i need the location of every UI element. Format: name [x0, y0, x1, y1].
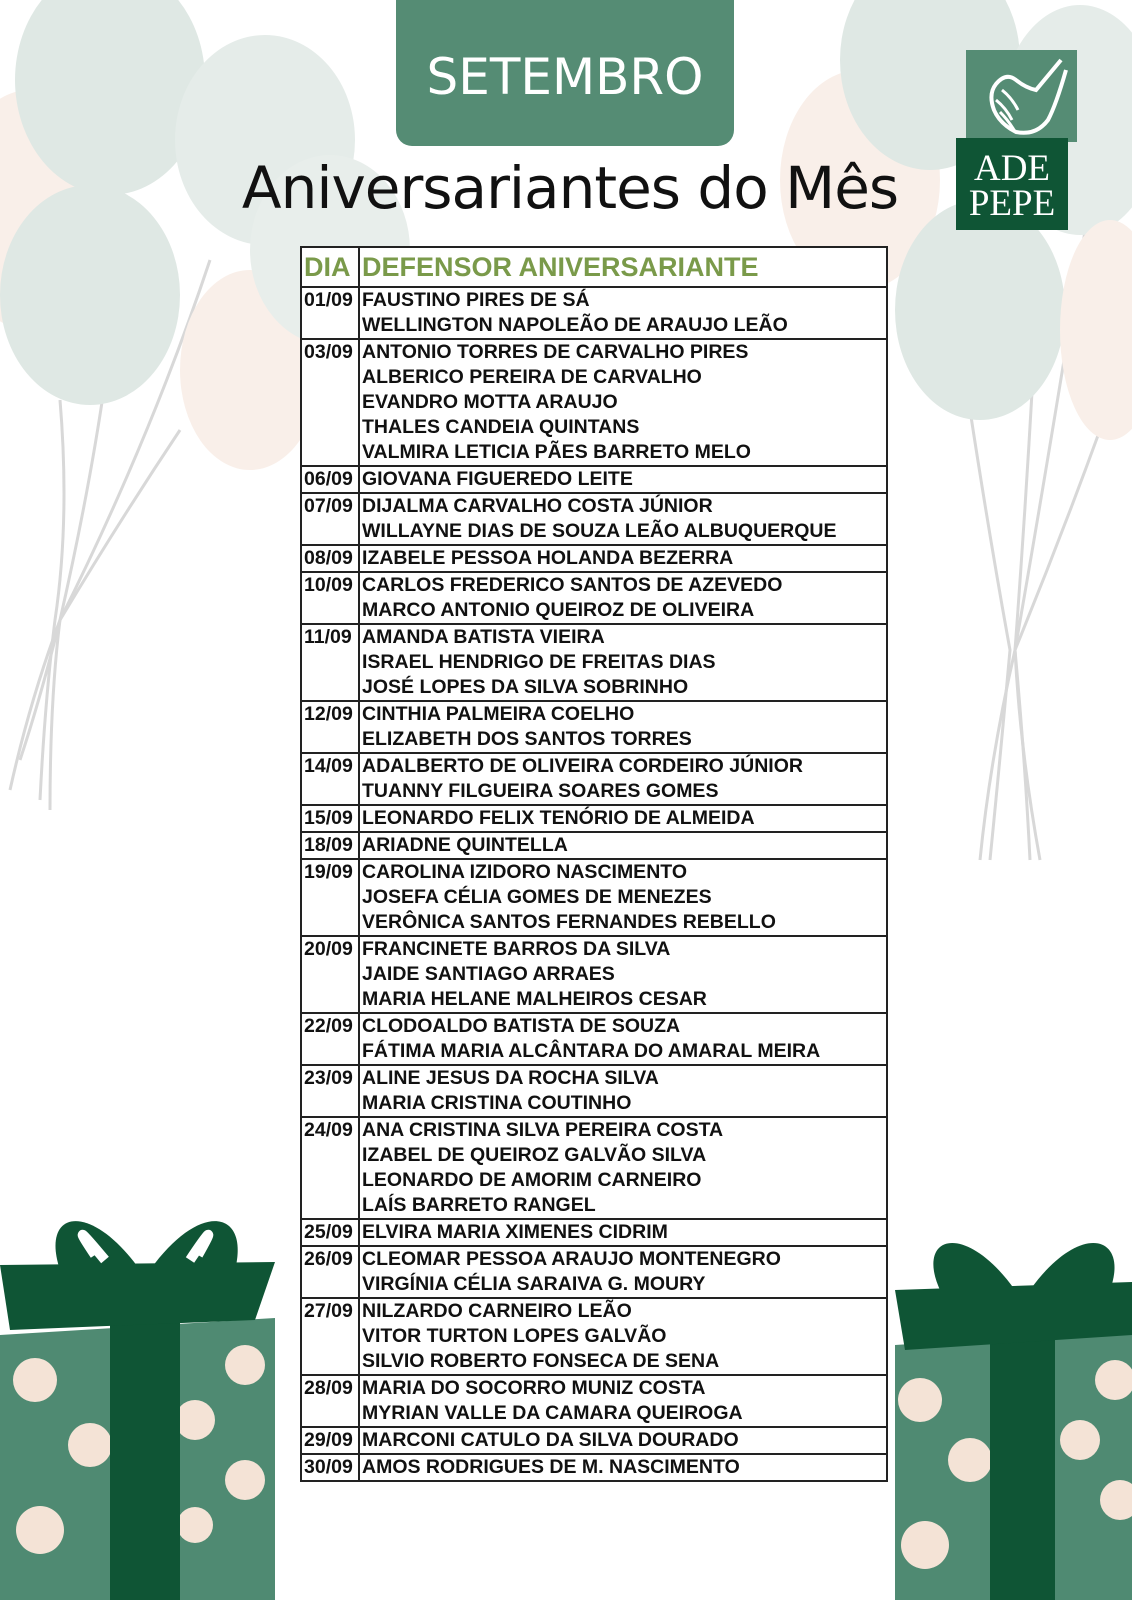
- birthday-date: 25/09: [301, 1219, 359, 1246]
- birthday-names: [359, 624, 887, 701]
- birthday-date: 15/09: [301, 805, 359, 832]
- page-title: Aniversariantes do Mês: [241, 154, 899, 222]
- table-row: [301, 466, 887, 493]
- defensor-name: ISRAEL HENDRIGO DE FREITAS DIAS: [362, 651, 716, 673]
- birthday-names: [359, 493, 887, 545]
- defensor-name: SILVIO ROBERTO FONSECA DE SENA: [362, 1350, 720, 1372]
- defensor-name: ANA CRISTINA SILVA PEREIRA COSTA: [362, 1119, 724, 1141]
- birthday-date: 08/09: [301, 545, 359, 572]
- defensor-name: DIJALMA CARVALHO COSTA JÚNIOR: [362, 495, 713, 517]
- table-row: [301, 1454, 887, 1481]
- table-row: [301, 701, 887, 753]
- defensor-name: WELLINGTON NAPOLEÃO DE ARAUJO LEÃO: [362, 314, 788, 336]
- table-row: [301, 1013, 887, 1065]
- table-row: [301, 753, 887, 805]
- birthday-date: 27/09: [301, 1298, 359, 1375]
- defensor-name: LAÍS BARRETO RANGEL: [362, 1194, 596, 1216]
- birthday-names: [359, 753, 887, 805]
- table-body: [301, 287, 887, 1481]
- birthday-names: [359, 1375, 887, 1427]
- defensor-name: THALES CANDEIA QUINTANS: [362, 416, 640, 438]
- logo-text-block: [956, 138, 1068, 230]
- table-row: [301, 805, 887, 832]
- right-gift-icon: [895, 1243, 1132, 1600]
- defensor-name: ALINE JESUS DA ROCHA SILVA: [362, 1067, 659, 1089]
- birthday-date: 20/09: [301, 936, 359, 1013]
- birthday-date: 11/09: [301, 624, 359, 701]
- table-row: [301, 624, 887, 701]
- defensor-name: CLEOMAR PESSOA ARAUJO MONTENEGRO: [362, 1248, 781, 1270]
- defensor-name: IZABEL DE QUEIROZ GALVÃO SILVA: [362, 1144, 707, 1166]
- birthday-date: 24/09: [301, 1117, 359, 1219]
- table-row: [301, 339, 887, 466]
- defensor-name: EVANDRO MOTTA ARAUJO: [362, 391, 618, 413]
- birthday-names: [359, 701, 887, 753]
- defensor-name: MARCONI CATULO DA SILVA DOURADO: [362, 1429, 739, 1451]
- defensor-name: AMOS RODRIGUES DE M. NASCIMENTO: [362, 1456, 740, 1478]
- birthday-date: 28/09: [301, 1375, 359, 1427]
- defensor-name: IZABELE PESSOA HOLANDA BEZERRA: [362, 547, 734, 569]
- table-row: [301, 572, 887, 624]
- table-row: [301, 936, 887, 1013]
- birthday-date: 18/09: [301, 832, 359, 859]
- birthday-names: [359, 1117, 887, 1219]
- organization-logo: [956, 50, 1079, 230]
- defensor-name: CLODOALDO BATISTA DE SOUZA: [362, 1015, 681, 1037]
- birthday-names: [359, 572, 887, 624]
- table-header-row: [301, 247, 887, 287]
- birthday-date: 26/09: [301, 1246, 359, 1298]
- table-row: [301, 859, 887, 936]
- birthday-names: [359, 805, 887, 832]
- birthday-names: [359, 936, 887, 1013]
- birthday-date: 29/09: [301, 1427, 359, 1454]
- birthday-date: 03/09: [301, 339, 359, 466]
- defensor-name: MARCO ANTONIO QUEIROZ DE OLIVEIRA: [362, 599, 755, 621]
- defensor-name: CINTHIA PALMEIRA COELHO: [362, 703, 635, 725]
- birthday-names: [359, 339, 887, 466]
- birthday-date: 14/09: [301, 753, 359, 805]
- defensor-name: WILLAYNE DIAS DE SOUZA LEÃO ALBUQUERQUE: [362, 520, 837, 542]
- defensor-name: MARIA DO SOCORRO MUNIZ COSTA: [362, 1377, 706, 1399]
- table-row: [301, 1246, 887, 1298]
- birthday-date: 06/09: [301, 466, 359, 493]
- birthday-date: 10/09: [301, 572, 359, 624]
- defensor-name: MARIA HELANE MALHEIROS CESAR: [362, 988, 707, 1010]
- defensor-name: GIOVANA FIGUEREDO LEITE: [362, 468, 633, 490]
- defensor-name: ELIZABETH DOS SANTOS TORRES: [362, 728, 692, 750]
- defensor-name: CARLOS FREDERICO SANTOS DE AZEVEDO: [362, 574, 783, 596]
- defensor-name: AMANDA BATISTA VIEIRA: [362, 626, 605, 648]
- table-row: [301, 1298, 887, 1375]
- birthday-names: [359, 1013, 887, 1065]
- birthday-names: [359, 1219, 887, 1246]
- defensor-name: JOSEFA CÉLIA GOMES DE MENEZES: [362, 886, 712, 908]
- column-header-name: DEFENSOR ANIVERSARIANTE: [359, 247, 887, 287]
- birthday-date: 23/09: [301, 1065, 359, 1117]
- birthday-date: 12/09: [301, 701, 359, 753]
- defensor-name: CAROLINA IZIDORO NASCIMENTO: [362, 861, 687, 883]
- table-row: [301, 1375, 887, 1427]
- birthday-names: [359, 1246, 887, 1298]
- defensor-name: MYRIAN VALLE DA CAMARA QUEIROGA: [362, 1402, 743, 1424]
- defensor-name: ALBERICO PEREIRA DE CARVALHO: [362, 366, 702, 388]
- table-row: [301, 1065, 887, 1117]
- left-gift-icon: [0, 1221, 275, 1600]
- month-banner: SETEMBRO: [396, 0, 734, 146]
- birthday-date: 19/09: [301, 859, 359, 936]
- table-row: [301, 1427, 887, 1454]
- defensor-name: LEONARDO DE AMORIM CARNEIRO: [362, 1169, 702, 1191]
- birthday-names: [359, 1454, 887, 1481]
- birthday-date: 30/09: [301, 1454, 359, 1481]
- defensor-name: FAUSTINO PIRES DE SÁ: [362, 289, 590, 311]
- defensor-name: JOSÉ LOPES DA SILVA SOBRINHO: [362, 676, 689, 698]
- birthday-names: [359, 287, 887, 339]
- defensor-name: ADALBERTO DE OLIVEIRA CORDEIRO JÚNIOR: [362, 755, 803, 777]
- defensor-name: VERÔNICA SANTOS FERNANDES REBELLO: [362, 911, 776, 933]
- table-row: [301, 287, 887, 339]
- table-row: [301, 832, 887, 859]
- defensor-name: VITOR TURTON LOPES GALVÃO: [362, 1325, 667, 1347]
- defensor-name: TUANNY FILGUEIRA SOARES GOMES: [362, 780, 719, 802]
- logo-line-1: ADE: [973, 148, 1051, 189]
- defensor-name: NILZARDO CARNEIRO LEÃO: [362, 1300, 632, 1322]
- logo-line-2: PEPE: [968, 183, 1056, 224]
- defensor-name: ARIADNE QUINTELLA: [362, 834, 568, 856]
- birthday-names: [359, 1065, 887, 1117]
- birthday-date: 22/09: [301, 1013, 359, 1065]
- birthday-names: [359, 545, 887, 572]
- table-row: [301, 493, 887, 545]
- defensor-name: ANTONIO TORRES DE CARVALHO PIRES: [362, 341, 749, 363]
- logo-top-block: [966, 50, 1077, 142]
- defensor-name: FRANCINETE BARROS DA SILVA: [362, 938, 671, 960]
- birthday-names: [359, 859, 887, 936]
- column-header-day: DIA: [301, 247, 359, 287]
- defensor-name: MARIA CRISTINA COUTINHO: [362, 1092, 632, 1114]
- birthday-names: [359, 1427, 887, 1454]
- table-row: [301, 545, 887, 572]
- birthday-names: [359, 1298, 887, 1375]
- defensor-name: FÁTIMA MARIA ALCÂNTARA DO AMARAL MEIRA: [362, 1040, 821, 1062]
- birthday-table: [300, 246, 888, 1482]
- birthday-date: 01/09: [301, 287, 359, 339]
- defensor-name: ELVIRA MARIA XIMENES CIDRIM: [362, 1221, 668, 1243]
- birthday-names: [359, 832, 887, 859]
- table-row: [301, 1117, 887, 1219]
- defensor-name: JAIDE SANTIAGO ARRAES: [362, 963, 615, 985]
- birthday-date: 07/09: [301, 493, 359, 545]
- hand-icon: [966, 50, 1077, 142]
- table-row: [301, 1219, 887, 1246]
- defensor-name: LEONARDO FELIX TENÓRIO DE ALMEIDA: [362, 807, 755, 829]
- defensor-name: VIRGÍNIA CÉLIA SARAIVA G. MOURY: [362, 1273, 706, 1295]
- defensor-name: VALMIRA LETICIA PÃES BARRETO MELO: [362, 441, 751, 463]
- birthday-names: [359, 466, 887, 493]
